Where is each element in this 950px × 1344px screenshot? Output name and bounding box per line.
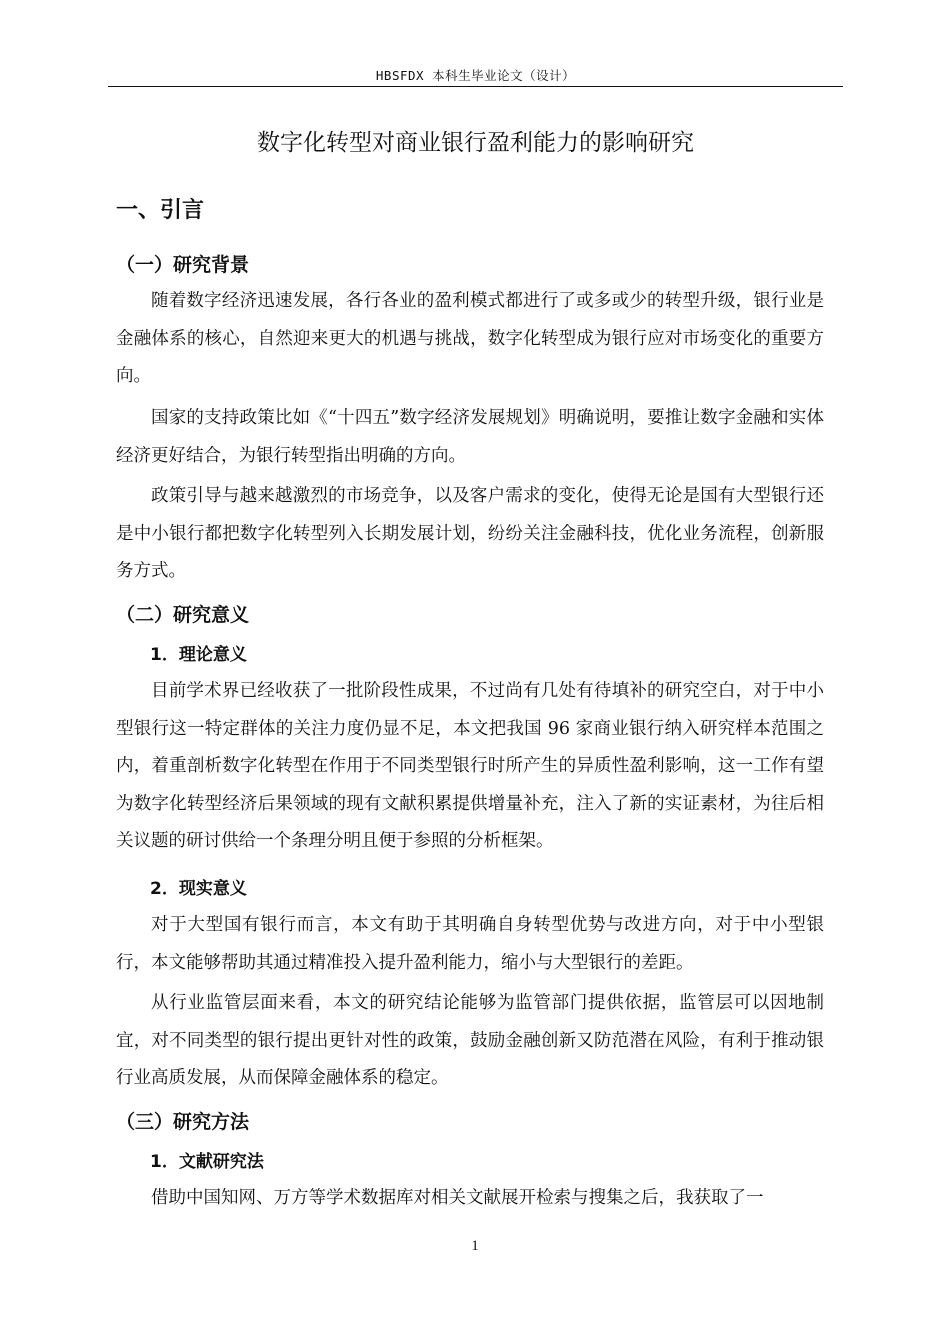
header-rule: [108, 86, 843, 87]
running-header: HBSFDX 本科生毕业论文（设计）: [375, 68, 576, 83]
paragraph-literature: 借助中国知网、万方等学术数据库对相关文献展开检索与搜集之后，我获取了一: [151, 1188, 764, 1208]
subsection-heading-background: （一）研究背景: [116, 254, 250, 276]
paragraph-theoretical: 目前学术界已经收获了一批阶段性成果，不过尚有几处有待填补的研究空白，对于中小型银行这一特定群体的关注力度仍显不足，本文把我国 96 家商业银行纳入研究样本范围之内，着重剖析数字化转型在作用于不同类型银行时所产生的异质性盈利影响，这一工作有望为数字化转型经济后果领域的现有文献积累提供增量补充，注入了新的实证素材，为往后相关议题的研讨供给一个条理分明且便于参照的分析框架。: [116, 681, 824, 851]
paper-title: 数字化转型对商业银行盈利能力的影响研究: [257, 130, 694, 156]
page-number: 1: [471, 1238, 479, 1254]
item-heading-theoretical: 1．理论意义: [150, 645, 247, 665]
item-heading-literature: 1．文献研究法: [150, 1152, 264, 1172]
paragraph-background-3: 政策引导与越来越激烈的市场竞争，以及客户需求的变化，使得无论是国有大型银行还是中小银行都把数字化转型列入长期发展计划，纷纷关注金融科技，优化业务流程，创新服务方式。: [116, 486, 824, 581]
paragraph-practical-1: 对于大型国有银行而言，本文有助于其明确自身转型优势与改进方向，对于中小型银行，本文能够帮助其通过精准投入提升盈利能力，缩小与大型银行的差距。: [116, 915, 824, 973]
paragraph-background-1: 随着数字经济迅速发展，各行各业的盈利模式都进行了或多或少的转型升级，银行业是金融体系的核心，自然迎来更大的机遇与挑战，数字化转型成为银行应对市场变化的重要方向。: [116, 291, 824, 386]
paragraph-background-2: 国家的支持政策比如《“十四五”数字经济发展规划》明确说明，要推让数字金融和实体经济更好结合，为银行转型指出明确的方向。: [116, 408, 824, 466]
subsection-heading-methods: （三）研究方法: [116, 1111, 250, 1133]
item-heading-practical: 2．现实意义: [150, 879, 247, 899]
paragraph-practical-2: 从行业监管层面来看，本文的研究结论能够为监管部门提供依据，监管层可以因地制宜，对不同类型的银行提出更针对性的政策，鼓励金融创新又防范潜在风险，有利于推动银行业高质发展，从而保障金融体系的稳定。: [116, 993, 824, 1088]
subsection-heading-significance: （二）研究意义: [116, 604, 250, 626]
section-heading-introduction: 一、引言: [116, 198, 205, 223]
